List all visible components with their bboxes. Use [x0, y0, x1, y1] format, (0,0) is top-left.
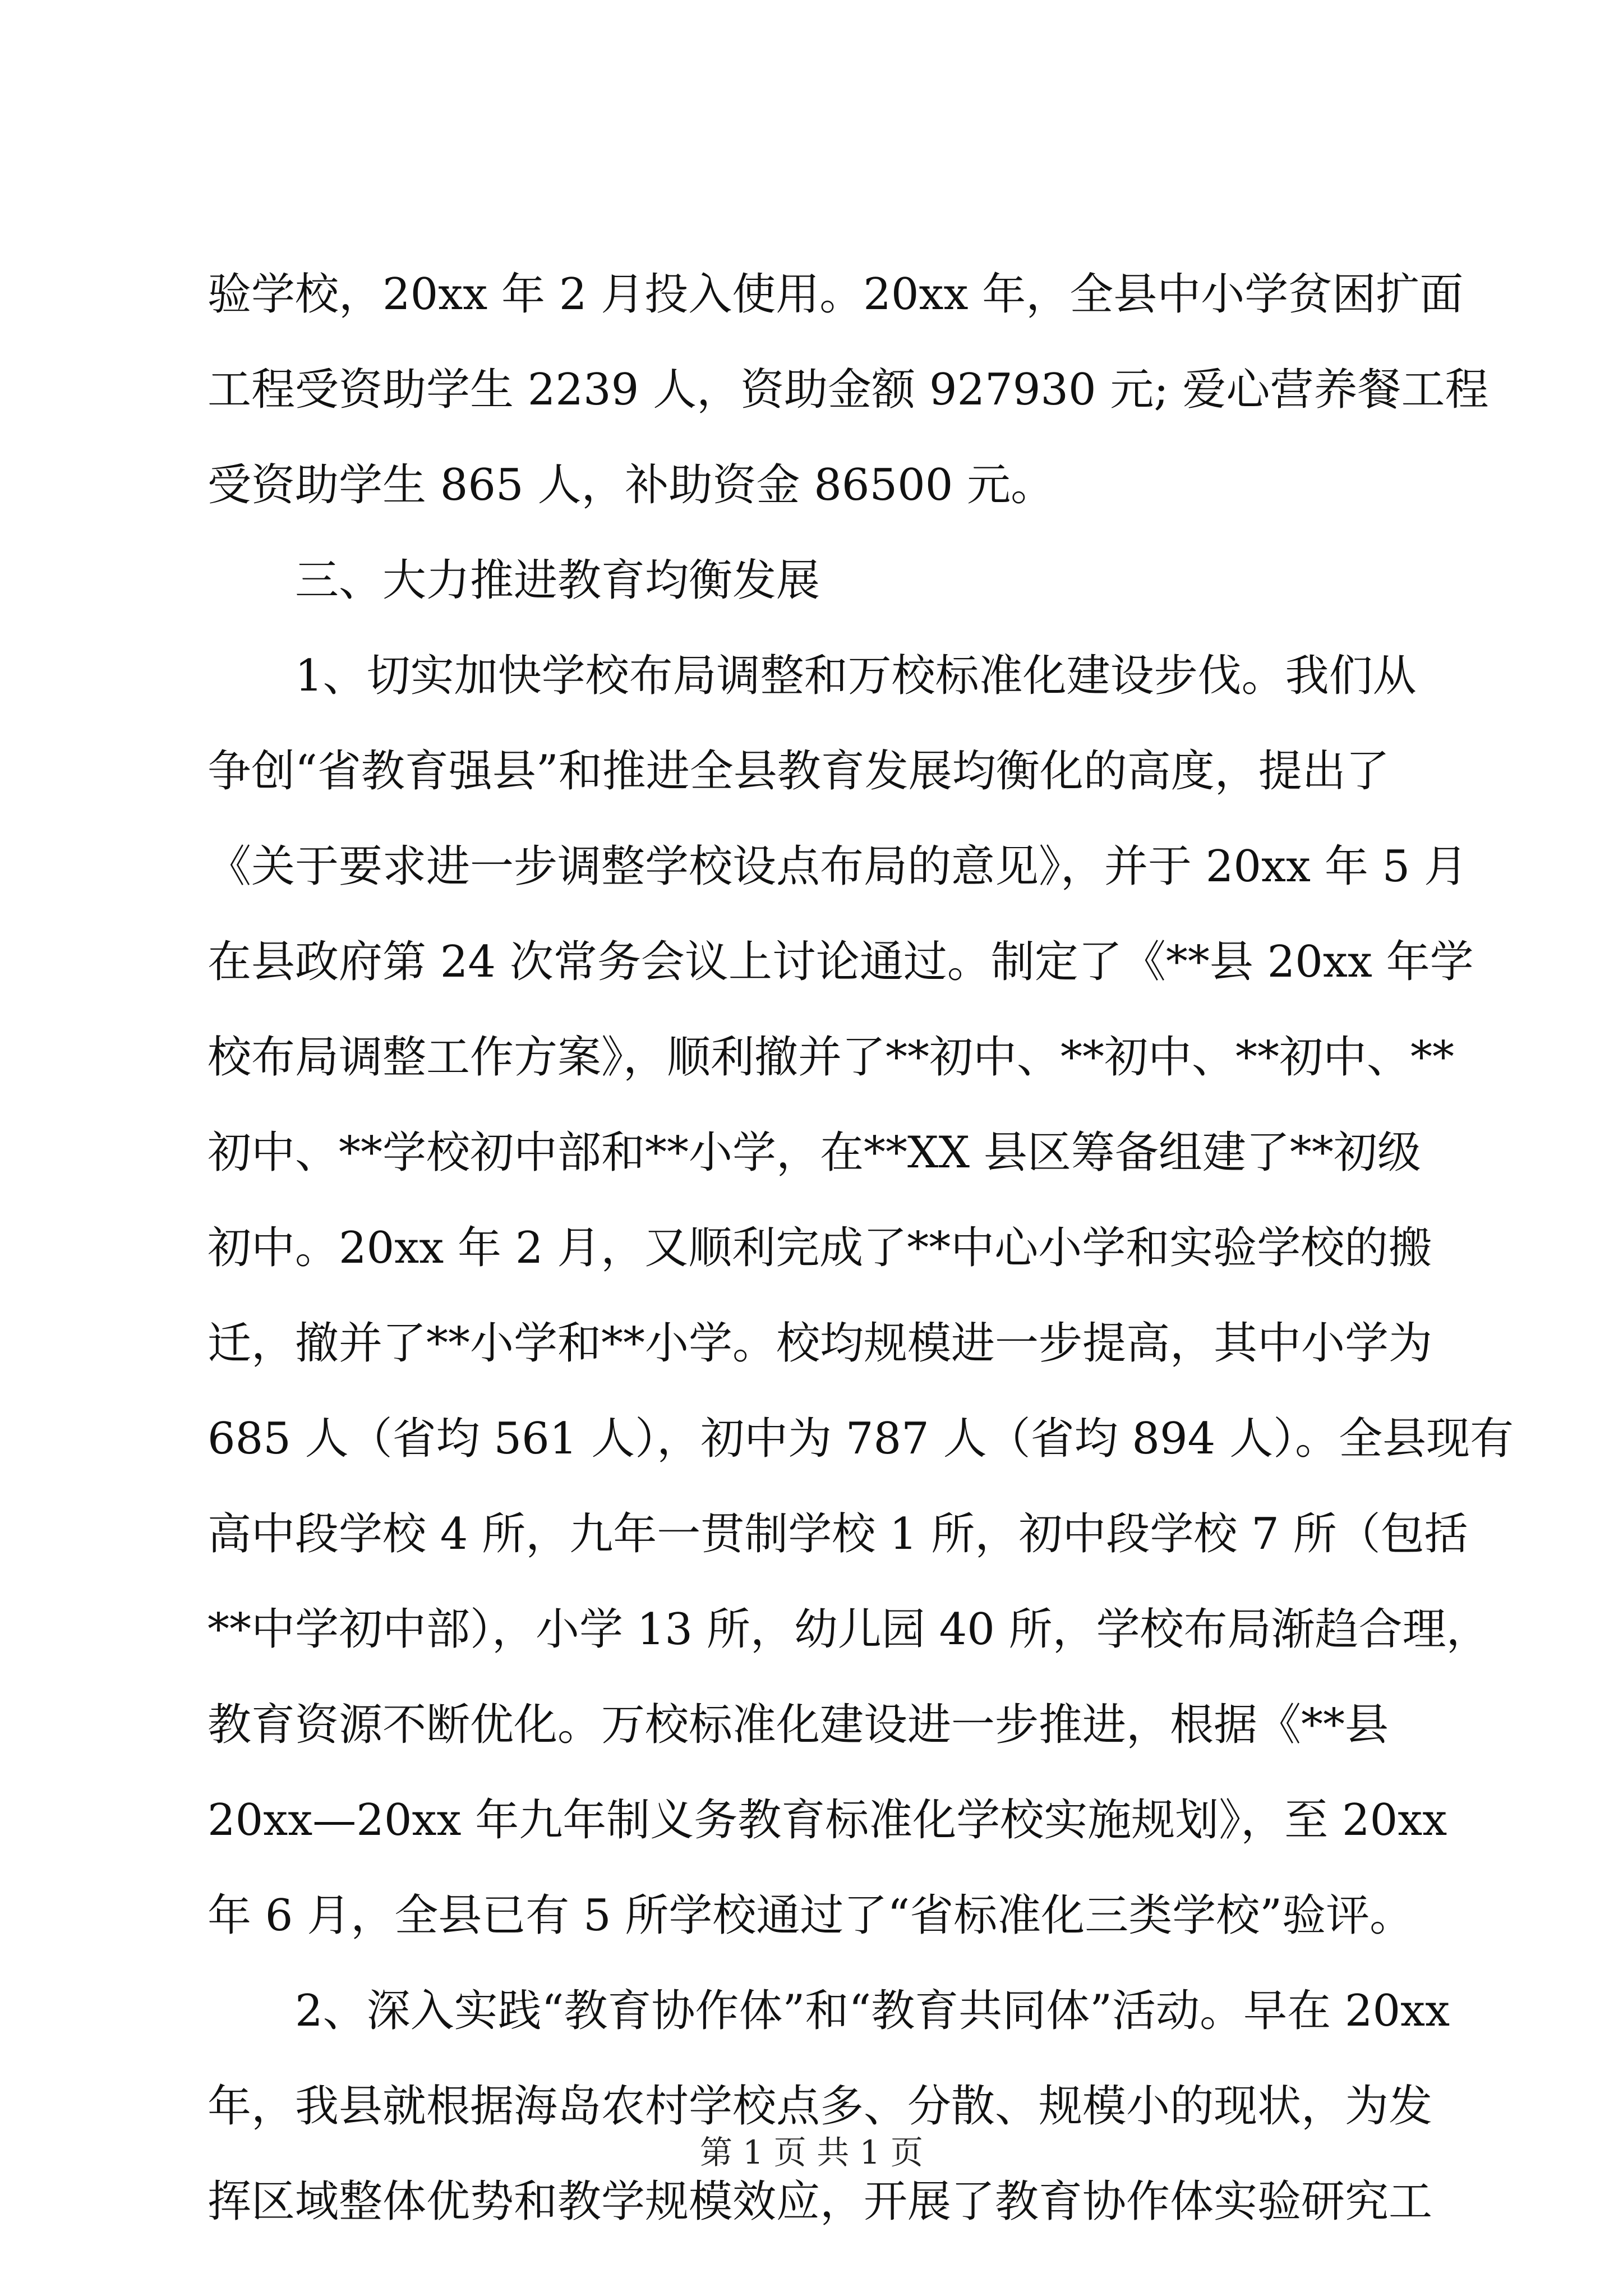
- text-line: 挥区域整体优势和教学规模效应，开展了教育协作体实验研究工: [208, 2177, 1433, 2227]
- text-line: 校布局调整工作方案》，顺利撤并了**初中、**初中、**初中、**: [208, 1032, 1455, 1083]
- text-line: 1、切实加快学校布局调整和万校标准化建设步伐。我们从: [295, 651, 1417, 701]
- text-line: 在县政府第 24 次常务会议上讨论通过。制定了《**县 20xx 年学: [208, 937, 1474, 987]
- section-heading: 三、大力推进教育均衡发展: [295, 555, 820, 606]
- text-line: 工程受资助学生 2239 人，资助金额 927930 元; 爱心营养餐工程: [208, 365, 1489, 415]
- text-line: 2、深入实践“教育协作体”和“教育共同体”活动。早在 20xx: [295, 1986, 1450, 2036]
- text-line: **中学初中部），小学 13 所，幼儿园 40 所，学校布局渐趋合理，: [208, 1604, 1490, 1655]
- text-line: 《关于要求进一步调整学校设点布局的意见》，并于 20xx 年 5 月: [208, 841, 1468, 892]
- text-line: 初中、**学校初中部和**小学，在**XX 县区筹备组建了**初级: [208, 1128, 1421, 1178]
- text-line: 迁，撤并了**小学和**小学。校均规模进一步提高，其中小学为: [208, 1318, 1433, 1369]
- text-line: 高中段学校 4 所，九年一贯制学校 1 所，初中段学校 7 所（包括: [208, 1509, 1468, 1559]
- text-line: 教育资源不断优化。万校标准化建设进一步推进，根据《**县: [208, 1700, 1389, 1750]
- text-line: 初中。20xx 年 2 月，又顺利完成了**中心小学和实验学校的搬: [208, 1223, 1432, 1273]
- text-line: 20xx—20xx 年九年制义务教育标准化学校实施规划》，至 20xx: [208, 1795, 1447, 1846]
- text-line: 受资助学生 865 人，补助资金 86500 元。: [208, 460, 1055, 510]
- text-line: 争创“省教育强县”和推进全县教育发展均衡化的高度，提出了: [208, 746, 1390, 797]
- text-line: 年 6 月，全县已有 5 所学校通过了“省标准化三类学校”验评。: [208, 1890, 1414, 1941]
- page-number-footer: 第 1 页 共 1 页: [700, 2133, 923, 2171]
- text-line: 685 人（省均 561 人），初中为 787 人（省均 894 人）。全县现有: [208, 1414, 1514, 1464]
- text-line: 年，我县就根据海岛农村学校点多、分散、规模小的现状，为发: [208, 2081, 1433, 2132]
- text-line: 验学校，20xx 年 2 月投入使用。20xx 年，全县中小学贫困扩面: [208, 269, 1464, 320]
- document-body: [208, 247, 1514, 2249]
